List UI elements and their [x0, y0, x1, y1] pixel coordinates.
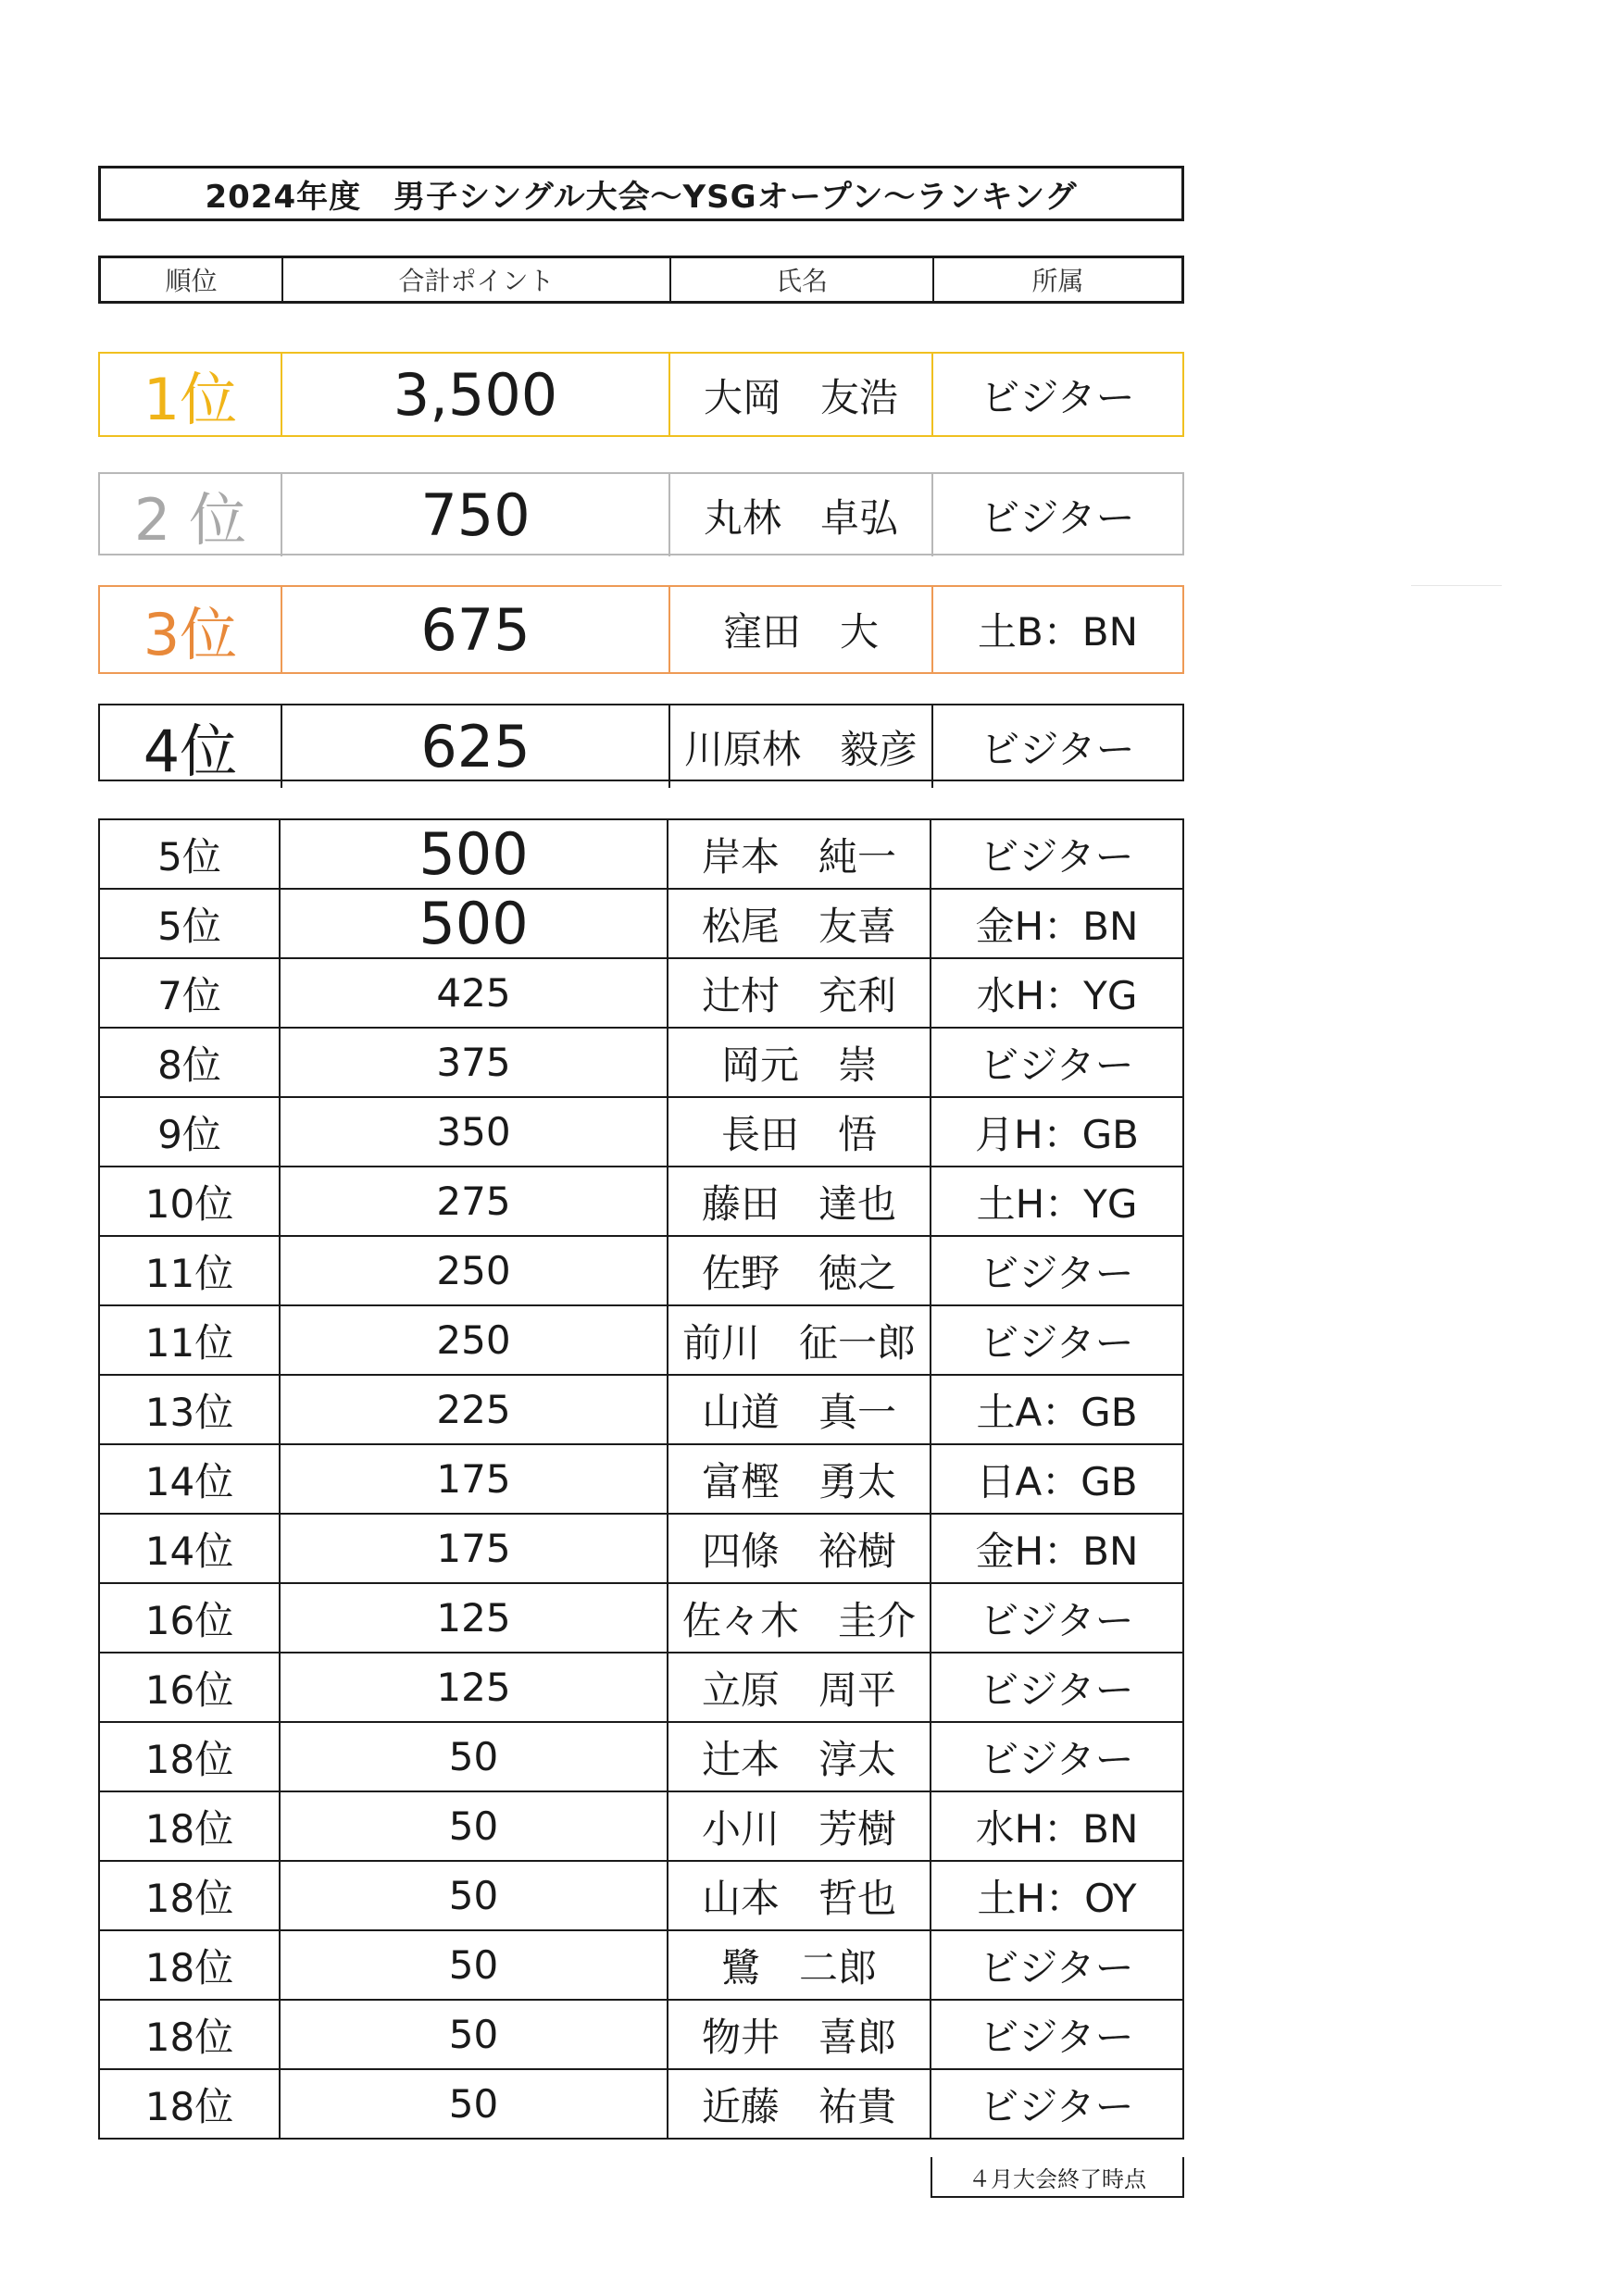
rank-cell: 18位: [99, 2069, 280, 2139]
table-row: [99, 1930, 1183, 2000]
name-cell: 佐野 徳之: [668, 1236, 931, 1305]
name-cell: 長田 悟: [668, 1097, 931, 1167]
name-cell: 窪田 大: [668, 587, 931, 672]
affiliation-cell: 日A：GB: [931, 1444, 1183, 1514]
points-cell: 125: [280, 1583, 668, 1653]
points-cell: 750: [281, 474, 668, 556]
affiliation-cell: ビジター: [931, 705, 1182, 788]
rank-cell: 3位: [143, 600, 238, 668]
table-row: [99, 1653, 1183, 1722]
points-cell: 50: [280, 1930, 668, 2000]
rank-3-row: [98, 585, 1184, 674]
rank-cell: 13位: [99, 1375, 280, 1444]
rank-1-row: [98, 352, 1184, 437]
points-cell: 50: [280, 1791, 668, 1861]
rank-cell: 14位: [99, 1444, 280, 1514]
name-cell: 前川 征一郎: [668, 1305, 931, 1375]
affiliation-cell: 土B：BN: [931, 587, 1182, 672]
points-cell: 425: [280, 958, 668, 1028]
points-cell: 625: [281, 705, 668, 788]
header-points: 合計ポイント: [281, 258, 669, 301]
affiliation-cell: ビジター: [931, 1236, 1183, 1305]
rank-cell: 18位: [99, 1930, 280, 2000]
rank-cell: 18位: [99, 1861, 280, 1930]
page-title: 2024年度 男子シングル大会～YSGオープン～ランキング: [98, 166, 1184, 221]
header-affiliation: 所属: [932, 258, 1181, 301]
name-cell: 佐々木 圭介: [668, 1583, 931, 1653]
header-name: 氏名: [669, 258, 932, 301]
affiliation-cell: 水H：BN: [931, 1791, 1183, 1861]
table-row: [99, 1375, 1183, 1444]
ranking-table: [98, 818, 1184, 2140]
rank-cell: 18位: [99, 1722, 280, 1791]
affiliation-cell: 金H：BN: [931, 889, 1183, 958]
affiliation-cell: ビジター: [931, 1583, 1183, 1653]
points-cell: 250: [280, 1236, 668, 1305]
table-row: [99, 1791, 1183, 1861]
rank-cell: 11位: [99, 1305, 280, 1375]
points-cell: 125: [280, 1653, 668, 1722]
table-row: [99, 1236, 1183, 1305]
table-row: [99, 1305, 1183, 1375]
points-cell: 50: [280, 2000, 668, 2069]
rank-cell: 18位: [99, 2000, 280, 2069]
table-row: [99, 1444, 1183, 1514]
table-row: [99, 958, 1183, 1028]
table-row: [99, 1028, 1183, 1097]
table-row: [99, 1583, 1183, 1653]
rank-cell: 10位: [99, 1167, 280, 1236]
affiliation-cell: ビジター: [931, 1722, 1183, 1791]
name-cell: 川原林 毅彦: [668, 705, 931, 788]
rank-2-row: [98, 472, 1184, 555]
name-cell: 岡元 崇: [668, 1028, 931, 1097]
affiliation-cell: ビジター: [931, 819, 1183, 889]
table-row: [99, 1722, 1183, 1791]
header-rank: 順位: [165, 266, 218, 296]
table-row: [99, 1167, 1183, 1236]
points-cell: 225: [280, 1375, 668, 1444]
affiliation-cell: 土A：GB: [931, 1375, 1183, 1444]
points-cell: 50: [280, 1861, 668, 1930]
affiliation-cell: ビジター: [931, 354, 1182, 436]
table-row: [99, 2069, 1183, 2139]
rank-cell: 18位: [99, 1791, 280, 1861]
points-cell: 500: [280, 819, 668, 889]
affiliation-cell: 土H：OY: [931, 1861, 1183, 1930]
points-cell: 50: [280, 1722, 668, 1791]
affiliation-cell: ビジター: [931, 2069, 1183, 2139]
affiliation-cell: ビジター: [931, 1305, 1183, 1375]
affiliation-cell: 金H：BN: [931, 1514, 1183, 1583]
affiliation-cell: 土H：YG: [931, 1167, 1183, 1236]
rank-cell: 5位: [99, 819, 280, 889]
name-cell: 鷺 二郎: [668, 1930, 931, 2000]
name-cell: 物井 喜郎: [668, 2000, 931, 2069]
table-row: [99, 819, 1183, 889]
affiliation-cell: ビジター: [931, 1028, 1183, 1097]
table-row: [99, 1514, 1183, 1583]
name-cell: 立原 周平: [668, 1653, 931, 1722]
points-cell: 275: [280, 1167, 668, 1236]
points-cell: 175: [280, 1444, 668, 1514]
name-cell: 四條 裕樹: [668, 1514, 931, 1583]
rank-cell: 8位: [99, 1028, 280, 1097]
table-row: [99, 1097, 1183, 1167]
points-cell: 350: [280, 1097, 668, 1167]
affiliation-cell: ビジター: [931, 2000, 1183, 2069]
rank-cell: 5位: [99, 889, 280, 958]
affiliation-cell: ビジター: [931, 1930, 1183, 2000]
rank-cell: 16位: [99, 1583, 280, 1653]
rank-cell: 2 位: [133, 486, 247, 554]
points-cell: 250: [280, 1305, 668, 1375]
as-of-note: ４月大会終了時点: [931, 2157, 1184, 2198]
rank-cell: 1位: [143, 366, 238, 433]
points-cell: 175: [280, 1514, 668, 1583]
points-cell: 3,500: [281, 354, 668, 436]
rank-cell: 16位: [99, 1653, 280, 1722]
name-cell: 岸本 純一: [668, 819, 931, 889]
points-cell: 50: [280, 2069, 668, 2139]
name-cell: 近藤 祐貴: [668, 2069, 931, 2139]
affiliation-cell: ビジター: [931, 474, 1182, 556]
name-cell: 富樫 勇太: [668, 1444, 931, 1514]
table-row: [99, 1861, 1183, 1930]
affiliation-cell: 月H：GB: [931, 1097, 1183, 1167]
name-cell: 藤田 達也: [668, 1167, 931, 1236]
rank-cell: 14位: [99, 1514, 280, 1583]
name-cell: 辻村 充利: [668, 958, 931, 1028]
points-cell: 675: [281, 587, 668, 672]
rank-cell: 11位: [99, 1236, 280, 1305]
name-cell: 小川 芳樹: [668, 1791, 931, 1861]
rank-cell: 9位: [99, 1097, 280, 1167]
divider: [1411, 585, 1502, 586]
rank-cell: 4位: [143, 718, 238, 785]
points-cell: 500: [280, 889, 668, 958]
name-cell: 山本 哲也: [668, 1861, 931, 1930]
name-cell: 大岡 友浩: [668, 354, 931, 436]
name-cell: 山道 真一: [668, 1375, 931, 1444]
name-cell: 丸林 卓弘: [668, 474, 931, 556]
affiliation-cell: ビジター: [931, 1653, 1183, 1722]
table-row: [99, 889, 1183, 958]
points-cell: 375: [280, 1028, 668, 1097]
affiliation-cell: 水H：YG: [931, 958, 1183, 1028]
table-header: [98, 256, 1184, 304]
rank-4-row: [98, 704, 1184, 785]
rank-cell: 7位: [99, 958, 280, 1028]
name-cell: 辻本 淳太: [668, 1722, 931, 1791]
name-cell: 松尾 友喜: [668, 889, 931, 958]
table-row: [99, 2000, 1183, 2069]
ranking-table-body: [99, 819, 1183, 2139]
